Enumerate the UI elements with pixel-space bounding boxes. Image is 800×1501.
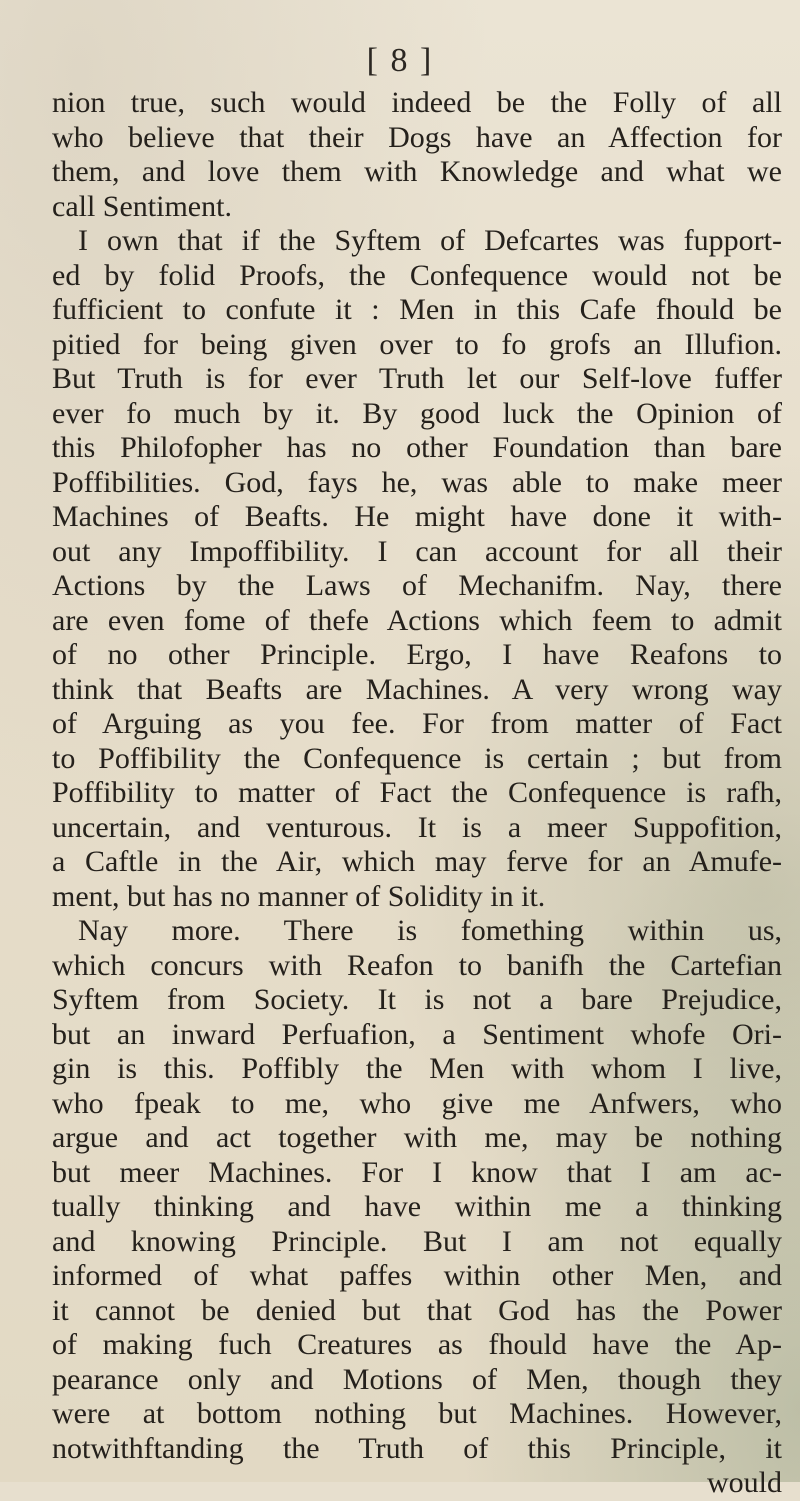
text-line: who believe that their Dogs have an Affection for xyxy=(52,120,782,154)
text-line: to Poffibility the Confequence is certain ; but from xyxy=(52,741,782,775)
text-line: But Truth is for ever Truth let our Self-love fuffer xyxy=(52,362,782,395)
text-line: think that Beafts are Machines. A very wrong way xyxy=(52,672,782,706)
text-line: pitied for being given over to fo grofs an Illufion. xyxy=(52,327,782,361)
text-line: gin is this. Poffibly the Men with whom I live, xyxy=(52,1052,782,1085)
text-line: I own that if the Syftem of Defcartes was fupport- xyxy=(78,224,782,257)
text-line: are even fome of thefe Actions which feem to admit xyxy=(52,603,782,637)
text-line: this Philofopher has no other Foundation than bare xyxy=(52,431,782,464)
text-line: who fpeak to me, who give me Anfwers, who xyxy=(52,1086,782,1120)
text-line: argue and act together with me, may be nothing xyxy=(52,1121,782,1154)
text-line: pearance only and Motions of Men, though they xyxy=(52,1362,782,1396)
text-line: out any Impoffibility. I can account for all their xyxy=(52,534,782,568)
text-line: notwithftanding the Truth of this Principle, it xyxy=(52,1431,782,1465)
text-line: tually thinking and have within me a thinking xyxy=(52,1190,782,1223)
catchword: would xyxy=(707,1466,782,1499)
text-line: call Sentiment. xyxy=(52,189,232,223)
text-line: but meer Machines. For I know that I am ac- xyxy=(52,1155,782,1189)
text-line: Nay more. There is fomething within us, xyxy=(78,914,782,947)
text-line: informed of what paffes within other Men, and xyxy=(52,1259,782,1292)
text-line: nion true, such would indeed be the Folly of all xyxy=(52,86,782,119)
text-line: it cannot be denied but that God has the Power xyxy=(52,1293,782,1327)
page-number: [ 8 ] xyxy=(366,42,434,79)
text-line: uncertain, and venturous. It is a meer Suppofition, xyxy=(52,810,782,844)
text-line: and knowing Principle. But I am not equally xyxy=(52,1224,782,1258)
body-text xyxy=(52,86,782,1501)
text-line: of Arguing as you fee. For from matter of Fact xyxy=(52,707,782,740)
text-line: ever fo much by it. By good luck the Opinion of xyxy=(52,396,782,430)
text-line: of making fuch Creatures as fhould have the Ap- xyxy=(52,1328,782,1361)
text-line: Syftem from Society. It is not a bare Prejudice, xyxy=(52,983,782,1016)
text-line: Poffibility to matter of Fact the Confequence is rafh, xyxy=(52,776,782,809)
text-line: Machines of Beafts. He might have done it with- xyxy=(52,500,782,533)
text-line: ment, but has no manner of Solidity in it. xyxy=(52,879,546,913)
text-line: a Caftle in the Air, which may ferve for an Amufe- xyxy=(52,845,782,878)
text-line: Actions by the Laws of Mechanifm. Nay, there xyxy=(52,569,782,602)
text-line: them, and love them with Knowledge and what we xyxy=(52,155,782,188)
text-line: were at bottom nothing but Machines. However, xyxy=(52,1397,782,1430)
text-line: but an inward Perfuafion, a Sentiment whofe Ori- xyxy=(52,1017,782,1051)
text-line: of no other Principle. Ergo, I have Reafons to xyxy=(52,638,782,671)
text-line: Poffibilities. God, fays he, was able to make meer xyxy=(52,465,782,499)
text-line: which concurs with Reafon to banifh the Cartefian xyxy=(52,948,782,982)
text-line: ed by folid Proofs, the Confequence would not be xyxy=(52,258,782,292)
text-line: fufficient to confute it : Men in this Cafe fhould be xyxy=(52,293,782,326)
